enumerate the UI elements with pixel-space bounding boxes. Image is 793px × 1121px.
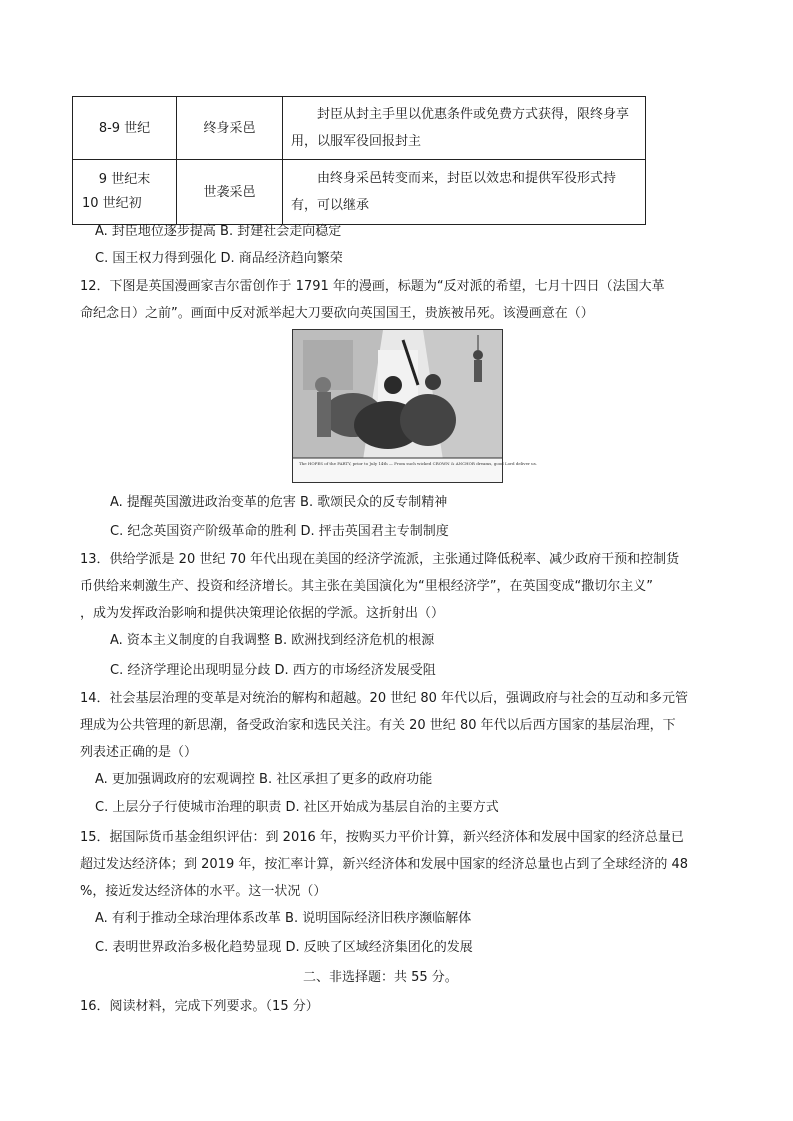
period-text: 9 世纪末 (98, 172, 151, 187)
q14-stem-line3: 列表述正确的是（） (80, 745, 198, 760)
type-text: 世袭采邑 (203, 184, 256, 200)
q14-options-ab: A. 更加强调政府的宏观调控 B. 社区承担了更多的政府功能 (95, 772, 433, 787)
q12-options-cd: C. 纪念英国资产阶级革命的胜利 D. 抨击英国君主专制制度 (110, 524, 449, 539)
period-text: 8-9 世纪 (98, 120, 151, 136)
section-heading: 二、非选择题：共 55 分。 (303, 970, 458, 985)
q16-stem-line1: 16．阅读材料，完成下列要求。（15 分） (80, 999, 319, 1014)
table-row (73, 160, 646, 225)
period-text-2: 10 世纪初 (82, 196, 142, 211)
q13-stem-line3: ，成为发挥政治影响和提供决策理论依据的学派。这折射出（） (80, 606, 445, 621)
table-row (73, 97, 646, 160)
cartoon-illustration (293, 330, 538, 482)
q15-stem-line2: 超过发达经济体；到 2019 年，按汇率计算，新兴经济体和发展中国家的经济总量也占到了全球经济的 48 (80, 857, 689, 872)
q13-stem-line1: 13．供给学派是 20 世纪 70 年代出现在美国的经济学流派，主张通过降低税率、减少政府干预和控制货 (80, 552, 680, 567)
type-cell (177, 160, 283, 225)
period-cell (73, 160, 177, 225)
q12-options-ab: A. 提醒英国激进政治变革的危害 B. 歌颂民众的反专制精神 (110, 495, 448, 510)
q13-options-ab: A. 资本主义制度的自我调整 B. 欧洲找到经济危机的根源 (110, 633, 435, 648)
cartoon-caption: The HOPES of the PARTY, prior to July 14th — From such wicked CROWN & ANCHOR dreams, good Lord deliver us. (299, 461, 538, 466)
desc-cell: 封臣从封主手里以优惠条件或免费方式获得，限终身享用，以服军役回报封主 (283, 97, 646, 160)
q15-stem-line1: 15．据国际货币基金组织评估：到 2016 年，按购买力平价计算，新兴经济体和发展中国家的经济总量已 (80, 830, 684, 845)
period-cell (73, 97, 177, 160)
q12-stem-line1: 12．下图是英国漫画家吉尔雷创作于 1791 年的漫画，标题为“反对派的希望，七月十四日（法国大革 (80, 279, 665, 294)
q11-options-ab: A. 封臣地位逐步提高 B. 封建社会走向稳定 (95, 224, 342, 239)
desc-cell: 由终身采邑转变而来，封臣以效忠和提供军役形式持有，可以继承 (283, 160, 646, 225)
q14-options-cd: C. 上层分子行使城市治理的职责 D. 社区开始成为基层自治的主要方式 (95, 800, 499, 815)
political-cartoon-image (292, 329, 538, 483)
q11-options-cd: C. 国王权力得到强化 D. 商品经济趋向繁荣 (95, 251, 343, 266)
type-cell (177, 97, 283, 160)
q15-stem-line3: %，接近发达经济体的水平。这一状况（） (80, 884, 327, 899)
q14-stem-line1: 14．社会基层治理的变革是对统治的解构和超越。20 世纪 80 年代以后，强调政府与社会的互动和多元管 (80, 691, 689, 706)
q13-options-cd: C. 经济学理论出现明显分歧 D. 西方的市场经济发展受阻 (110, 663, 436, 678)
fief-table (72, 96, 646, 225)
q15-options-ab: A. 有利于推动全球治理体系改革 B. 说明国际经济旧秩序濒临解体 (95, 911, 472, 926)
q12-stem-line2: 命纪念日）之前”。画面中反对派举起大刀要砍向英国国王，贵族被吊死。该漫画意在（） (80, 306, 594, 321)
q14-stem-line2: 理成为公共管理的新思潮，备受政治家和选民关注。有关 20 世纪 80 年代以后西方国家的基层治理，下 (80, 718, 676, 733)
q15-options-cd: C. 表明世界政治多极化趋势显现 D. 反映了区域经济集团化的发展 (95, 940, 473, 955)
q13-stem-line2: 币供给来刺激生产、投资和经济增长。其主张在美国演化为“里根经济学”，在英国变成“撒切尔主义” (80, 579, 653, 594)
type-text: 终身采邑 (203, 120, 256, 136)
